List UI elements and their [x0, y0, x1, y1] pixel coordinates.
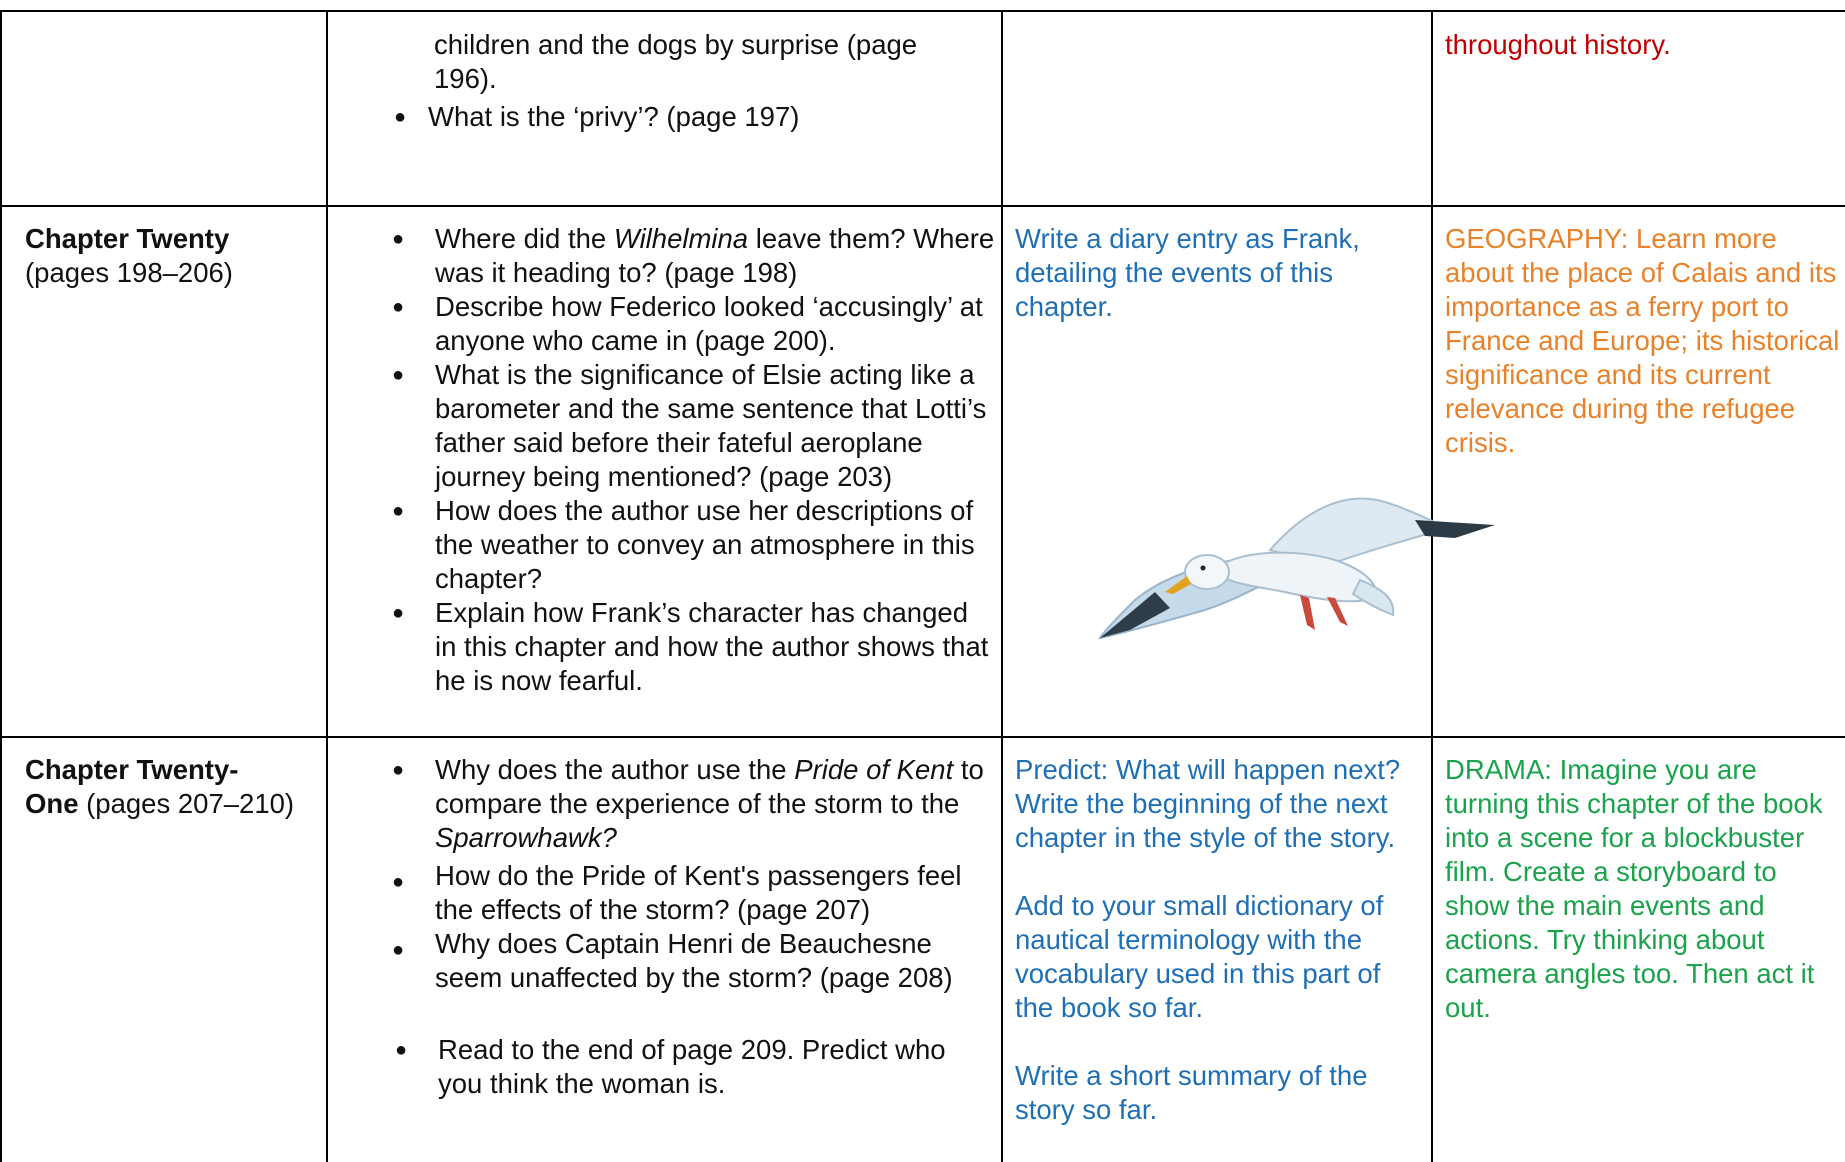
activity-cell-twenty	[1015, 222, 1415, 324]
question-text: Where did the	[435, 223, 614, 254]
seagull-illustration-icon	[1095, 480, 1500, 650]
seagull-right-wingtip	[1415, 520, 1495, 538]
ship-name: Pride of Kent	[794, 754, 954, 785]
question-text: leave them? Where was it heading to? (page 198)	[435, 223, 995, 288]
activity-text: Add to your small dictionary of nautical terminology with the vocabulary used in this part of the book so far.	[1015, 890, 1384, 1023]
questions-cell-continued	[394, 28, 974, 134]
ship-name: Wilhelmina	[613, 223, 749, 254]
chapter-title: Chapter Twenty-	[25, 754, 239, 785]
questions-cell-twenty	[392, 222, 995, 698]
question-item	[394, 100, 974, 134]
row-divider-1	[0, 205, 1845, 207]
question-text: children and the dogs by surprise (page 196).	[434, 29, 918, 94]
question-item	[392, 927, 995, 995]
bullet-icon: ●	[392, 939, 405, 961]
bullet-icon: ●	[392, 602, 405, 624]
question-text: Why does the author use the	[435, 754, 795, 785]
questions-cell-twenty-one	[392, 753, 995, 1101]
bullet-icon: ●	[392, 871, 405, 893]
chapter-title: One	[25, 788, 79, 819]
question-text: Explain how Frank’s character has changed in this chapter and how the author shows that he is now fearful.	[435, 597, 989, 696]
activity-cell-twenty-one	[1015, 753, 1415, 1127]
chapter-title: Chapter Twenty	[25, 223, 230, 254]
row-divider-2	[0, 736, 1845, 738]
bullet-icon: ●	[392, 364, 405, 386]
bullet-icon: ●	[392, 228, 405, 250]
question-text: to compare the experience of the storm to the	[435, 754, 984, 819]
seagull-leg-left	[1300, 595, 1315, 630]
chapter-pages: (pages 207–210)	[86, 788, 295, 819]
cross-curricular-cell-twenty-one	[1445, 753, 1845, 1025]
question-item	[392, 222, 995, 290]
seagull-head	[1185, 555, 1229, 589]
cross-curricular-cell-twenty	[1445, 222, 1845, 460]
bullet-icon: ●	[392, 759, 405, 781]
bullet-icon: ●	[395, 1039, 408, 1061]
question-item	[392, 859, 995, 927]
drama-text: DRAMA: Imagine you are turning this chapter of the book into a scene for a blockbuster film. Create a storyboard to show the main events and actions. Try thinking about camera angles too. Then act it out.	[1445, 754, 1823, 1023]
question-text: Describe how Federico looked ‘accusingly’ at anyone who came in (page 200).	[435, 291, 983, 356]
question-item	[392, 290, 995, 358]
question-item	[392, 494, 995, 596]
seagull-eye	[1201, 566, 1206, 571]
question-item	[392, 753, 995, 855]
history-text: throughout history.	[1445, 29, 1671, 60]
chapter-cell-twenty-one	[25, 753, 315, 821]
bullet-icon: ●	[394, 106, 407, 128]
column-divider-2	[1001, 10, 1003, 1162]
seagull-tail	[1353, 580, 1393, 615]
question-item	[395, 1033, 995, 1101]
geography-text: GEOGRAPHY: Learn more about the place of Calais and its importance as a ferry port to France and Europe; its historical significance and its current relevance during the refugee crisis.	[1445, 223, 1840, 458]
bullet-icon: ●	[392, 296, 405, 318]
question-text: What is the ‘privy’? (page 197)	[428, 101, 800, 132]
table-top-border	[0, 10, 1845, 12]
question-text: How does the author use her descriptions of the weather to convey an atmosphere in this chapter?	[435, 495, 975, 594]
activity-text: Write a diary entry as Frank, detailing the events of this chapter.	[1015, 223, 1360, 322]
activity-text: Predict: What will happen next? Write the beginning of the next chapter in the style of the story.	[1015, 754, 1401, 853]
bullet-icon: ●	[392, 500, 405, 522]
cross-curricular-cell-continued	[1445, 28, 1845, 62]
ship-name: Sparrowhawk?	[435, 822, 617, 853]
question-text: How do the Pride of Kent's passengers feel the effects of the storm? (page 207)	[435, 860, 962, 925]
question-item	[392, 358, 995, 494]
question-text: What is the significance of Elsie acting like a barometer and the same sentence that Lotti’s father said before their fateful aeroplane journey being mentioned? (page 203)	[435, 359, 987, 492]
table-left-border	[0, 10, 2, 1162]
column-divider-1	[326, 10, 328, 1162]
question-item	[392, 596, 995, 698]
chapter-cell-twenty	[25, 222, 315, 290]
question-text: Why does Captain Henri de Beauchesne seem unaffected by the storm? (page 208)	[435, 928, 953, 993]
activity-text: Write a short summary of the story so far.	[1015, 1060, 1368, 1125]
chapter-pages: (pages 198–206)	[25, 257, 233, 288]
question-text: Read to the end of page 209. Predict who you think the woman is.	[438, 1034, 946, 1099]
